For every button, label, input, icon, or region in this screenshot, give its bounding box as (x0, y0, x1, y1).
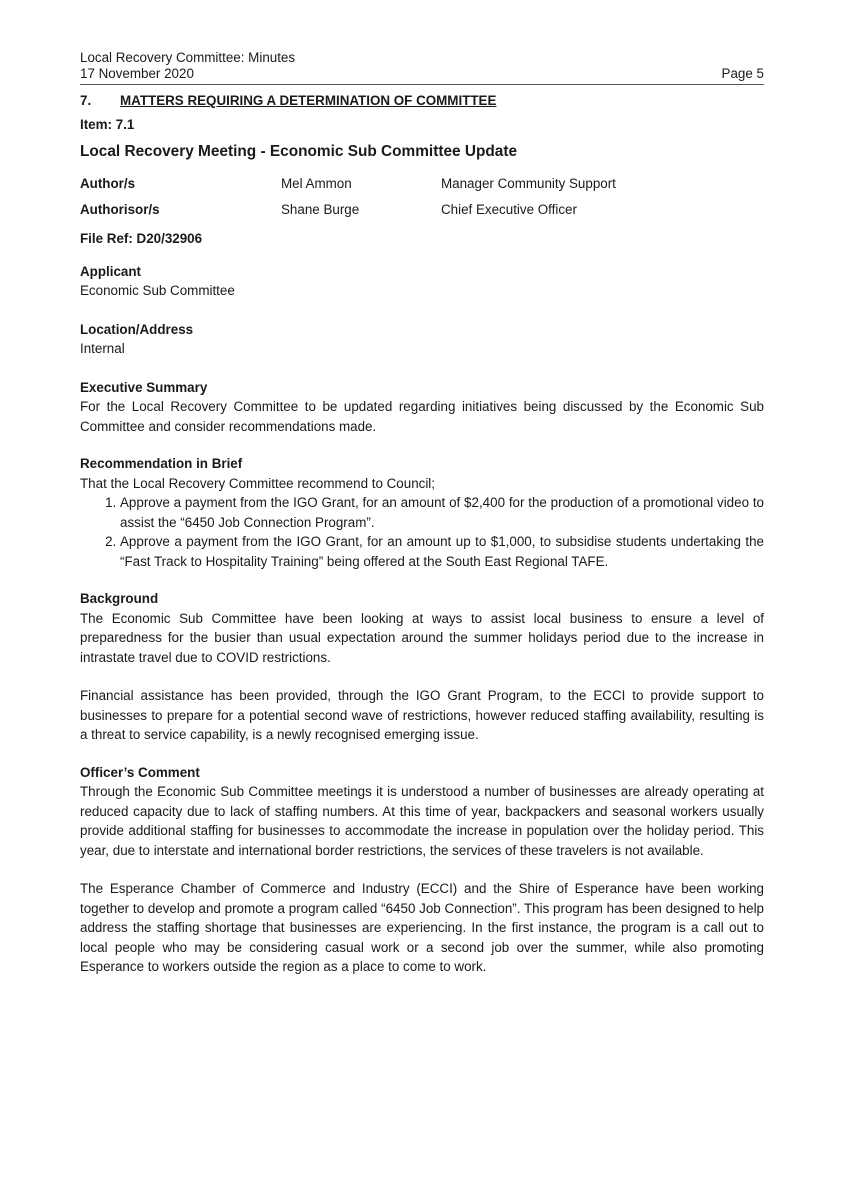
applicant-section (80, 262, 764, 301)
officers-comment-paragraph: Through the Economic Sub Committee meetings it is understood a number of businesses are already operating at reduced capacity due to lack of staffing numbers. At this time of year, backpackers and seasonal workers usually provide additional staffing for businesses to accommodate the increase in population over the holiday period. This year, due to interstate and international border restrictions, the services of these travelers is not available. (80, 784, 764, 858)
location-section (80, 320, 764, 359)
author-row (80, 174, 764, 200)
officers-comment-heading: Officer’s Comment (80, 764, 200, 780)
item-label: Item: 7.1 (80, 116, 135, 132)
header-date: 17 November 2020 (80, 66, 194, 81)
recommendation-item: 1. Approve a payment from the IGO Grant, for an amount of $2,400 for the production of a promotional video to assist the “6450 Job Connection Program”. (120, 493, 764, 532)
author-name: Mel Ammon (281, 176, 352, 191)
header-title: Local Recovery Committee: Minutes (80, 50, 296, 65)
officers-comment-section (80, 763, 764, 977)
header-rule (80, 84, 764, 85)
page-content (80, 50, 764, 977)
section-number: 7. (80, 93, 92, 108)
section-title: MATTERS REQUIRING A DETERMINATION OF COMMITTEE (120, 93, 497, 108)
page-header (80, 50, 764, 82)
background-heading: Background (80, 591, 159, 606)
author-label: Author/s (80, 176, 136, 191)
file-reference: File Ref: D20/32906 (80, 231, 203, 246)
background-paragraph: The Economic Sub Committee have been looking at ways to assist local business to ensure a level of preparedness for the busier than usual expectation around the summer holidays period due to the increase in intrastate travel due to COVID restrictions. (80, 610, 764, 665)
recommendation-heading: Recommendation in Brief (80, 456, 243, 471)
authoriser-label: Authorisor/s (80, 202, 160, 217)
executive-summary-heading: Executive Summary (80, 379, 208, 395)
location-text: Internal (80, 341, 125, 356)
authoriser-row (80, 200, 764, 226)
recommendation-intro: That the Local Recovery Committee recommend to Council; (80, 475, 436, 491)
executive-summary-text: For the Local Recovery Committee to be updated regarding initiatives being discussed by the Economic Sub Committee and consider recommendations made. (80, 399, 764, 434)
recommendation-item: 2. Approve a payment from the IGO Grant, for an amount up to $1,000, to subsidise students undertaking the “Fast Track to Hospitality Training” being offered at the South East Regional TAFE. (120, 532, 764, 571)
section-heading (80, 91, 764, 111)
background-paragraph: Financial assistance has been provided, through the IGO Grant Program, to the ECCI to provide support to businesses to prepare for a potential second wave of restrictions, however reduced staffing availability, resulting is a threat to service capability, is a newly recognised emerging issue. (80, 688, 764, 742)
executive-summary-section (80, 378, 764, 437)
authoriser-role: Chief Executive Officer (441, 202, 577, 217)
applicant-heading: Applicant (80, 263, 142, 279)
author-table (80, 174, 764, 226)
author-role: Manager Community Support (441, 176, 616, 191)
report-title: Local Recovery Meeting - Economic Sub Committee Update (80, 143, 518, 160)
applicant-text: Economic Sub Committee (80, 283, 235, 298)
officers-comment-paragraph: The Esperance Chamber of Commerce and Industry (ECCI) and the Shire of Esperance have been working together to develop and promote a program called “6450 Job Connection”. This program has been designed to help address the staffing shortage that businesses are experiencing. In the first instance, the program is a call out to local people who may be considering casual work or a second job over the summer, while also promoting Esperance to workers outside the region as a place to come to work. (80, 881, 764, 974)
authoriser-name: Shane Burge (281, 202, 360, 217)
recommendation-section (80, 454, 764, 571)
location-heading: Location/Address (80, 321, 194, 337)
background-section (80, 589, 764, 745)
recommendation-list (80, 493, 764, 571)
page-number: Page 5 (721, 66, 764, 81)
